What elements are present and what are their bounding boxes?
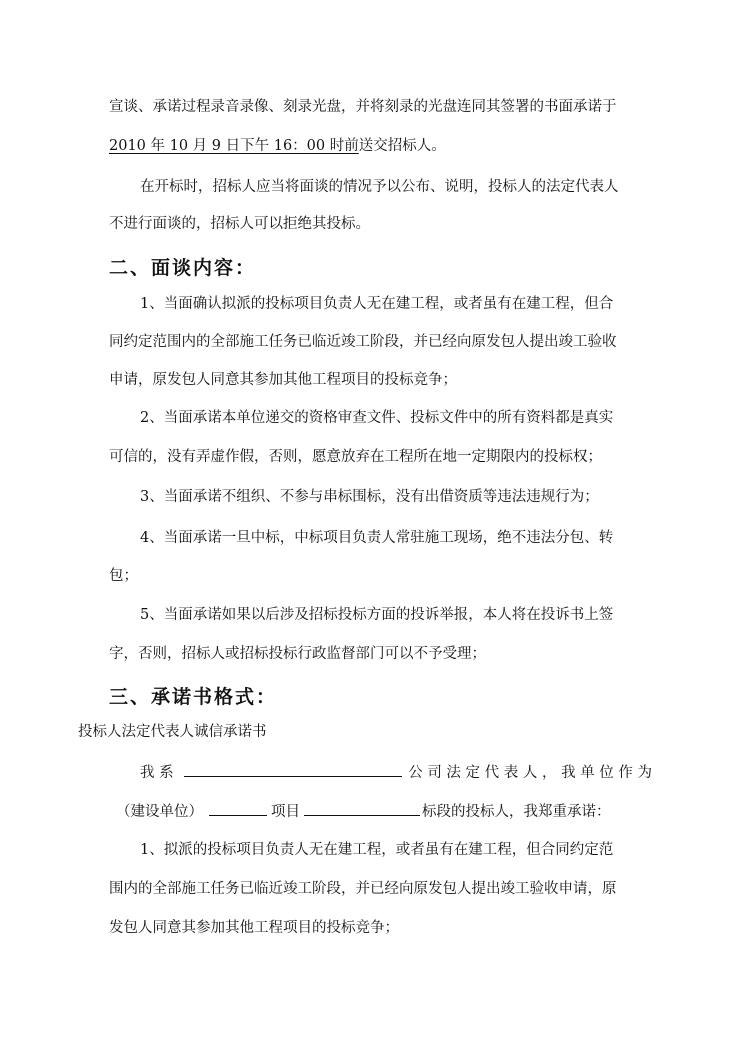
form-item-1-line-2: 围内的全部施工任务已临近竣工阶段，并已经向原发包人提出竣工验收申请，原 bbox=[109, 881, 617, 897]
item-1-line-3: 申请，原发包人同意其参加其他工程项目的投标竞争； bbox=[109, 372, 457, 388]
item-4-line-1: 4、当面承诺一旦中标，中标项目负责人常驻施工现场，绝不违法分包、转 bbox=[140, 530, 614, 546]
project-name-blank[interactable] bbox=[304, 801, 420, 816]
company-name-blank[interactable] bbox=[184, 762, 402, 777]
form-line-2-prefix: （建设单位） bbox=[116, 804, 203, 820]
section-3-heading: 三、承诺书格式： bbox=[109, 686, 278, 708]
form-item-1-line-1: 1、拟派的投标项目负责人无在建工程，或者虽有在建工程，但合同约定范 bbox=[140, 842, 614, 858]
form-item-1-line-3: 发包人同意其参加其他工程项目的投标竞争； bbox=[109, 920, 399, 936]
intro-line-3: 在开标时，招标人应当将面谈的情况予以公布、说明，投标人的法定代表人 bbox=[140, 179, 619, 195]
item-3-line-1: 3、当面承诺不组织、不参与串标围标，没有出借资质等违法违规行为； bbox=[140, 489, 599, 505]
form-line-1 bbox=[140, 762, 652, 783]
form-line-2-suffix: 标段的投标人，我郑重承诺： bbox=[422, 804, 611, 820]
form-title: 投标人法定代表人诚信承诺书 bbox=[78, 724, 267, 740]
item-2-line-2: 可信的，没有弄虚作假，否则，愿意放弃在工程所在地一定期限内的投标权； bbox=[109, 449, 602, 465]
item-5-line-2: 字，否则，招标人或招标投标行政监督部门可以不予受理； bbox=[109, 646, 486, 662]
item-1-line-2: 同约定范围内的全部施工任务已临近竣工阶段，并已经向原发包人提出竣工验收 bbox=[109, 334, 617, 350]
item-4-line-2: 包； bbox=[109, 568, 138, 584]
intro-line-2-rest: 送交招标人。 bbox=[358, 138, 446, 154]
client-unit-blank[interactable] bbox=[209, 801, 267, 816]
intro-line-4: 不进行面谈的，招标人可以拒绝其投标。 bbox=[109, 216, 370, 232]
item-1-line-1: 1、当面确认拟派的投标项目负责人无在建工程，或者虽有在建工程，但合 bbox=[140, 296, 614, 312]
form-line-1-prefix: 我 系 bbox=[140, 765, 174, 781]
intro-line-1: 宣谈、承诺过程录音录像、刻录光盘，并将刻录的光盘连同其签署的书面承诺于 bbox=[109, 99, 617, 115]
form-line-2-project: 项目 bbox=[271, 804, 300, 820]
deadline-text: 2010 年 10 月 9 日下午 16：00 时前 bbox=[109, 138, 359, 154]
form-line-2 bbox=[116, 801, 611, 822]
item-5-line-1: 5、当面承诺如果以后涉及招标投标方面的投诉举报，本人将在投诉书上签 bbox=[140, 607, 614, 623]
item-2-line-1: 2、当面承诺本单位递交的资格审查文件、投标文件中的所有资料都是真实 bbox=[140, 410, 614, 426]
form-line-1-suffix: 公 司 法 定 代 表 人 ， 我 单 位 作 为 bbox=[408, 765, 653, 781]
intro-line-2 bbox=[109, 136, 446, 156]
section-2-heading: 二、面谈内容： bbox=[109, 257, 257, 279]
